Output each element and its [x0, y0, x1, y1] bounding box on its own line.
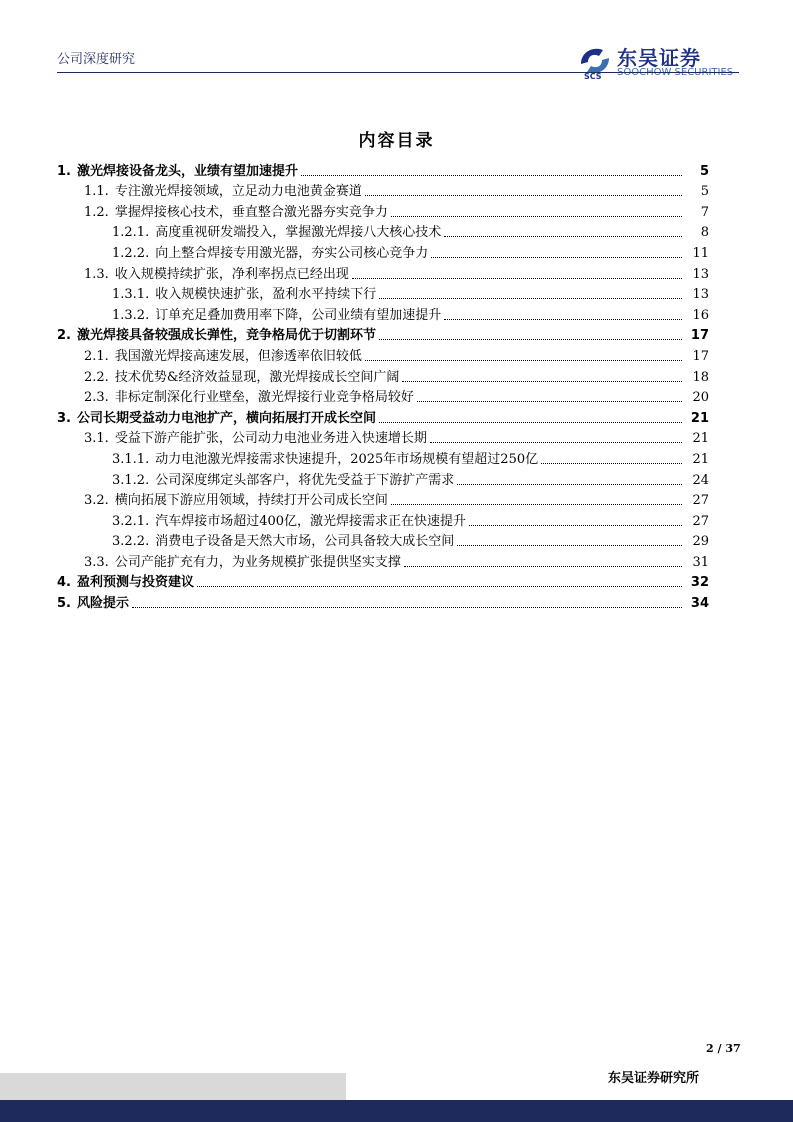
toc-entry-page: 31: [692, 554, 709, 570]
toc-entry-text: 收入规模快速扩张，盈利水平持续下行: [155, 287, 377, 303]
toc-dot-leader: [402, 381, 682, 382]
header-divider: [57, 72, 739, 73]
toc-entry-label: [84, 184, 362, 200]
toc-entry-text: 消费电子设备是天然大市场，公司具备较大成长空间: [155, 534, 455, 550]
toc-entry[interactable]: [57, 427, 709, 448]
toc-entry-label: [84, 205, 388, 221]
toc-entry-number: 5.: [57, 596, 71, 612]
toc-dot-leader: [301, 175, 682, 176]
toc-entry-label: [112, 514, 466, 530]
toc-entry[interactable]: [57, 241, 709, 262]
toc-entry-page: 13: [692, 287, 709, 303]
toc-entry[interactable]: [57, 303, 709, 324]
logo-chinese-name: 东吴证券: [617, 46, 701, 70]
toc-entry[interactable]: [57, 571, 709, 592]
toc-entry-label: [57, 328, 376, 344]
toc-entry-text: 高度重视研发端投入，掌握激光焊接八大核心技术: [155, 225, 442, 241]
toc-dot-leader: [404, 566, 682, 567]
toc-entry-number: 4.: [57, 575, 71, 591]
toc-entry-text: 风险提示: [76, 596, 129, 612]
toc-entry-label: [84, 555, 401, 571]
toc-entry-label: [112, 534, 454, 550]
toc-entry[interactable]: [57, 283, 709, 304]
toc-entry-label: [57, 411, 376, 427]
toc-entry-label: [84, 267, 349, 283]
toc-entry[interactable]: [57, 530, 709, 551]
toc-entry-label: [112, 225, 441, 241]
toc-entry-page: 21: [690, 410, 709, 426]
toc-entry-label: [84, 349, 362, 365]
toc-dot-leader: [430, 442, 682, 443]
toc-entry-text: 激光焊接设备龙头，业绩有望加速提升: [76, 163, 298, 179]
toc-entry-label: [84, 370, 399, 386]
toc-entry-text: 向上整合焊接专用激光器，夯实公司核心竞争力: [155, 245, 429, 261]
toc-entry-label: [112, 287, 376, 303]
toc-entry-number: 2.3.: [84, 390, 109, 406]
toc-entry-page: 17: [692, 348, 709, 364]
toc-dot-leader: [132, 607, 682, 608]
toc-entry[interactable]: [57, 159, 709, 180]
toc-entry[interactable]: [57, 365, 709, 386]
toc-entry[interactable]: [57, 591, 709, 612]
toc-dot-leader: [457, 545, 682, 546]
toc-entry-number: 3.: [57, 410, 71, 426]
toc-entry-page: 13: [692, 266, 709, 282]
toc-entry[interactable]: [57, 200, 709, 221]
toc-entry[interactable]: [57, 324, 709, 345]
footer-gray-bar: [0, 1073, 346, 1100]
toc-entry-page: 20: [692, 390, 709, 406]
toc-entry-number: 3.1.: [84, 431, 109, 447]
toc-entry-number: 2.2.: [84, 369, 109, 385]
toc-entry[interactable]: [57, 406, 709, 427]
toc-entry-text: 非标定制深化行业壁垒，激光焊接行业竞争格局较好: [114, 390, 414, 406]
toc-dot-leader: [391, 216, 682, 217]
toc-entry-label: [112, 473, 454, 489]
toc-entry-page: 11: [692, 245, 709, 261]
toc-entry-text: 收入规模持续扩张，净利率拐点已经出现: [114, 266, 349, 282]
toc-entry[interactable]: [57, 550, 709, 571]
toc-dot-leader: [379, 298, 682, 299]
toc-entry-page: 21: [692, 451, 709, 467]
toc-entry-page: 5: [699, 163, 709, 179]
toc-entry-text: 技术优势&经济效益显现，激光焊接成长空间广阔: [114, 369, 400, 385]
toc-entry-text: 横向拓展下游应用领域，持续打开公司成长空间: [114, 493, 388, 509]
toc-dot-leader: [457, 484, 682, 485]
toc-entry-text: 专注激光焊接领域，立足动力电池黄金赛道: [114, 184, 362, 200]
toc-entry-number: 1.3.: [84, 266, 109, 282]
toc-entry-page: 16: [692, 307, 709, 323]
toc-entry-number: 1.3.1.: [112, 287, 150, 303]
toc-entry-page: 27: [692, 513, 709, 529]
toc-entry-text: 汽车焊接市场超过400亿，激光焊接需求正在快速提升: [155, 513, 467, 529]
toc-entry-label: [84, 390, 414, 406]
toc-entry-text: 激光焊接具备较强成长弹性，竞争格局优于切割环节: [76, 328, 376, 344]
toc-dot-leader: [365, 195, 682, 196]
toc-dot-leader: [197, 586, 682, 587]
toc-entry-number: 2.: [57, 328, 71, 344]
logo-mark-icon: [577, 44, 613, 80]
toc-dot-leader: [431, 257, 682, 258]
page-number: 2 / 37: [706, 1042, 741, 1055]
toc-dot-leader: [365, 360, 682, 361]
toc-entry-page: 32: [690, 575, 709, 591]
toc-entry[interactable]: [57, 447, 709, 468]
toc-entry-text: 受益下游产能扩张，公司动力电池业务进入快速增长期: [114, 431, 427, 447]
toc-entry-page: 29: [692, 534, 709, 550]
toc-dot-leader: [444, 319, 682, 320]
toc-entry-number: 1.: [57, 163, 71, 179]
toc-entry-page: 17: [690, 328, 709, 344]
toc-entry-text: 我国激光焊接高速发展，但渗透率依旧较低: [114, 348, 362, 364]
toc-entry-number: 2.1.: [84, 348, 109, 364]
toc-entry[interactable]: [57, 344, 709, 365]
toc-entry[interactable]: [57, 262, 709, 283]
toc-entry-page: 24: [692, 472, 709, 488]
toc-entry-number: 3.3.: [84, 554, 109, 570]
toc-entry[interactable]: [57, 468, 709, 489]
toc-entry-number: 3.2.2.: [112, 534, 150, 550]
toc-entry-text: 公司产能扩充有力，为业务规模扩张提供坚实支撑: [114, 554, 401, 570]
toc-entry-number: 3.2.: [84, 493, 109, 509]
toc-entry[interactable]: [57, 180, 709, 201]
toc-entry-number: 3.1.2.: [112, 472, 150, 488]
toc-entry-number: 3.1.1.: [112, 451, 150, 467]
toc-entry-label: [112, 308, 441, 324]
toc-dot-leader: [391, 504, 682, 505]
toc-entry-page: 34: [690, 596, 709, 612]
logo-english-name: SOOCHOW SECURITIES: [617, 67, 734, 78]
company-logo: [577, 42, 742, 82]
toc-entry[interactable]: [57, 221, 709, 242]
toc-entry-number: 1.2.: [84, 204, 109, 220]
toc-entry-number: 1.1.: [84, 184, 109, 200]
toc-entry-text: 公司长期受益动力电池扩产，横向拓展打开成长空间: [76, 410, 376, 426]
toc-entry-text: 掌握焊接核心技术，垂直整合激光器夯实竞争力: [114, 204, 388, 220]
toc-entry[interactable]: [57, 489, 709, 510]
toc-entry-number: 1.3.2.: [112, 307, 150, 323]
toc-entry-page: 8: [700, 225, 709, 241]
toc-dot-leader: [444, 236, 682, 237]
toc-entry-label: [57, 596, 129, 612]
toc-entry-text: 公司深度绑定头部客户，将优先受益于下游扩产需求: [155, 472, 455, 488]
toc-entry-label: [57, 164, 298, 180]
toc-entry-page: 7: [700, 204, 709, 220]
toc-entry-number: 1.2.1.: [112, 225, 150, 241]
toc-entry-label: [112, 246, 428, 262]
footer-navy-bar: [0, 1100, 793, 1122]
toc-dot-leader: [541, 463, 682, 464]
toc-entry-label: [84, 493, 388, 509]
toc-entry-label: [112, 452, 538, 468]
toc-dot-leader: [469, 525, 682, 526]
toc-entry[interactable]: [57, 509, 709, 530]
toc-dot-leader: [379, 422, 682, 423]
toc-entry-page: 21: [692, 431, 709, 447]
toc-title: 内容目录: [358, 131, 435, 151]
toc-entry-label: [84, 431, 427, 447]
toc-entry-text: 动力电池激光焊接需求快速提升，2025年市场规模有望超过250亿: [155, 451, 539, 467]
toc-entry-number: 1.2.2.: [112, 245, 150, 261]
toc-dot-leader: [379, 339, 682, 340]
toc-dot-leader: [417, 401, 682, 402]
footer-org-name: 东吴证券研究所: [608, 1071, 700, 1086]
toc-entry-text: 订单充足叠加费用率下降，公司业绩有望加速提升: [155, 307, 442, 323]
toc-entry-page: 5: [700, 184, 709, 200]
toc-entry-text: 盈利预测与投资建议: [76, 575, 194, 591]
toc-entry-page: 27: [692, 493, 709, 509]
toc-entry-label: [57, 575, 194, 591]
toc-entry-page: 18: [692, 369, 709, 385]
logo-mark-text: SCS: [584, 72, 602, 80]
toc-entry-number: 3.2.1.: [112, 513, 150, 529]
toc-dot-leader: [352, 278, 682, 279]
toc-entry[interactable]: [57, 386, 709, 407]
report-type-label: 公司深度研究: [57, 52, 136, 67]
table-of-contents: [57, 159, 709, 612]
